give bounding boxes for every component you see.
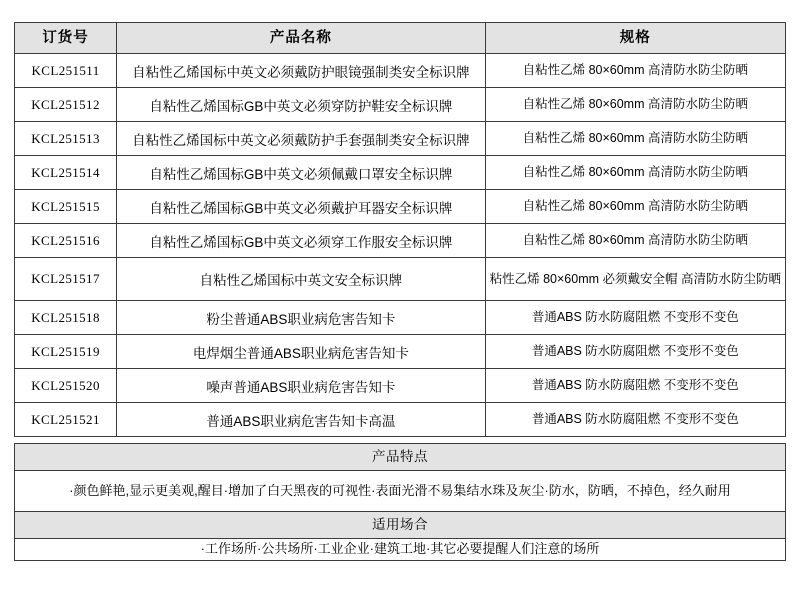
occasions-title: 适用场合 bbox=[15, 512, 786, 539]
table-row bbox=[15, 335, 786, 369]
cell-name: 电焊烟尘普通ABS职业病危害告知卡 bbox=[117, 335, 485, 369]
info-table bbox=[14, 443, 786, 561]
cell-spec: 自粘性乙烯 80×60mm 高清防水防尘防晒 bbox=[485, 190, 785, 224]
cell-code: KCL251516 bbox=[15, 224, 117, 258]
cell-name: 粉尘普通ABS职业病危害告知卡 bbox=[117, 301, 485, 335]
cell-name: 自粘性乙烯国标GB中英文必须穿防护鞋安全标识牌 bbox=[117, 88, 485, 122]
occasions-text: ·工作场所·公共场所·工业企业·建筑工地·其它必要提醒人们注意的场所 bbox=[15, 539, 786, 561]
cell-code: KCL251514 bbox=[15, 156, 117, 190]
cell-spec: 自粘性乙烯 80×60mm 高清防水防尘防晒 bbox=[485, 54, 785, 88]
product-table bbox=[14, 22, 786, 437]
table-row bbox=[15, 88, 786, 122]
cell-name: 自粘性乙烯国标中英文必须戴防护手套强制类安全标识牌 bbox=[117, 122, 485, 156]
cell-spec: 普通ABS 防水防腐阻燃 不变形不变色 bbox=[485, 301, 785, 335]
features-text: ·颜色鲜艳,显示更美观,醒目·增加了白天黑夜的可视性·表面光滑不易集结水珠及灰尘·防水，防晒，不掉色，经久耐用 bbox=[15, 471, 786, 512]
cell-code: KCL251519 bbox=[15, 335, 117, 369]
table-row bbox=[15, 224, 786, 258]
features-title: 产品特点 bbox=[15, 444, 786, 471]
cell-code: KCL251517 bbox=[15, 258, 117, 301]
cell-name: 自粘性乙烯国标中英文必须戴防护眼镜强制类安全标识牌 bbox=[117, 54, 485, 88]
cell-code: KCL251518 bbox=[15, 301, 117, 335]
table-row bbox=[15, 258, 786, 301]
cell-spec: 自粘性乙烯 80×60mm 高清防水防尘防晒 bbox=[485, 122, 785, 156]
occasions-body-row bbox=[15, 539, 786, 561]
table-row bbox=[15, 403, 786, 437]
cell-name: 自粘性乙烯国标GB中英文必须穿工作服安全标识牌 bbox=[117, 224, 485, 258]
cell-spec: 普通ABS 防水防腐阻燃 不变形不变色 bbox=[485, 403, 785, 437]
cell-code: KCL251521 bbox=[15, 403, 117, 437]
column-header-name: 产品名称 bbox=[117, 23, 485, 54]
cell-code: KCL251511 bbox=[15, 54, 117, 88]
occasions-title-row bbox=[15, 512, 786, 539]
table-header-row bbox=[15, 23, 786, 54]
table-row bbox=[15, 54, 786, 88]
cell-spec: 粘性乙烯 80×60mm 必须戴安全帽 高清防水防尘防晒 bbox=[485, 258, 785, 301]
cell-spec: 自粘性乙烯 80×60mm 高清防水防尘防晒 bbox=[485, 88, 785, 122]
cell-code: KCL251520 bbox=[15, 369, 117, 403]
column-header-code: 订货号 bbox=[15, 23, 117, 54]
cell-name: 噪声普通ABS职业病危害告知卡 bbox=[117, 369, 485, 403]
features-body-row bbox=[15, 471, 786, 512]
cell-spec: 自粘性乙烯 80×60mm 高清防水防尘防晒 bbox=[485, 156, 785, 190]
table-row bbox=[15, 156, 786, 190]
cell-code: KCL251512 bbox=[15, 88, 117, 122]
table-row bbox=[15, 369, 786, 403]
cell-spec: 普通ABS 防水防腐阻燃 不变形不变色 bbox=[485, 335, 785, 369]
cell-spec: 自粘性乙烯 80×60mm 高清防水防尘防晒 bbox=[485, 224, 785, 258]
cell-name: 自粘性乙烯国标中英文安全标识牌 bbox=[117, 258, 485, 301]
cell-code: KCL251515 bbox=[15, 190, 117, 224]
features-title-row bbox=[15, 444, 786, 471]
cell-name: 自粘性乙烯国标GB中英文必须佩戴口罩安全标识牌 bbox=[117, 156, 485, 190]
column-header-spec: 规格 bbox=[485, 23, 785, 54]
cell-spec: 普通ABS 防水防腐阻燃 不变形不变色 bbox=[485, 369, 785, 403]
table-row bbox=[15, 301, 786, 335]
table-row bbox=[15, 190, 786, 224]
table-row bbox=[15, 122, 786, 156]
cell-code: KCL251513 bbox=[15, 122, 117, 156]
cell-name: 自粘性乙烯国标GB中英文必须戴护耳器安全标识牌 bbox=[117, 190, 485, 224]
cell-name: 普通ABS职业病危害告知卡高温 bbox=[117, 403, 485, 437]
